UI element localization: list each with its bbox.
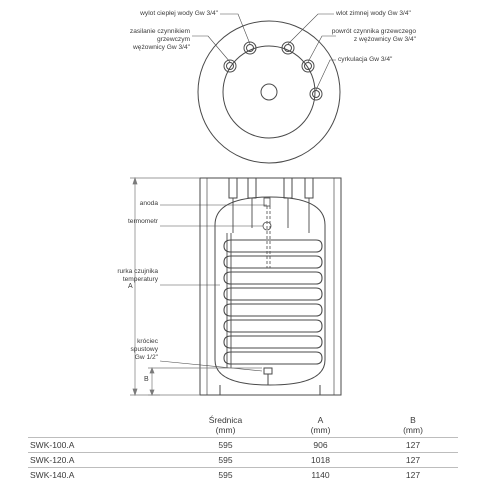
cell-b: 127 (368, 438, 458, 453)
header-model (28, 415, 178, 438)
top-view-leaders (192, 14, 336, 90)
inner-tank-circle (223, 46, 315, 138)
header-a: A (mm) (273, 415, 368, 438)
label-heating-return: powrót czynnika grzewczego z wężownicy Gw 3/4" (331, 28, 416, 43)
label-anode: anoda (139, 200, 158, 207)
label-cold-water-inlet: wlot zimnej wody Gw 3/4" (336, 10, 411, 17)
header-b: B (mm) (368, 415, 458, 438)
heating-coil (224, 240, 322, 364)
cell-b: 127 (368, 453, 458, 468)
cell-diameter: 595 (178, 468, 273, 483)
table-row (28, 453, 458, 468)
table-row (28, 468, 458, 483)
cell-a: 1018 (273, 453, 368, 468)
table-row (28, 438, 458, 453)
label-temperature-tube: rurka czujnika temperatury (117, 268, 158, 283)
cell-diameter: 595 (178, 438, 273, 453)
label-hot-water-outlet: wylot ciepłej wody Gw 3/4" (140, 10, 218, 17)
bottom-feet (220, 385, 320, 395)
cell-model: SWK-100.A (28, 438, 178, 453)
top-ports (224, 42, 322, 100)
dimension-a-label: A (128, 283, 133, 290)
top-pipe-stubs (229, 178, 313, 198)
drain-port (264, 368, 272, 385)
dimension-b-label: B (144, 376, 149, 383)
cell-a: 1140 (273, 468, 368, 483)
specification-table (28, 415, 458, 482)
cell-a: 906 (273, 438, 368, 453)
label-drain: króciec spustowy Gw 1/2" (130, 338, 158, 361)
label-circulation: cyrkulacja Gw 3/4" (338, 56, 393, 63)
internal-pipes (227, 198, 309, 368)
cell-model: SWK-140.A (28, 468, 178, 483)
center-port (261, 84, 277, 100)
side-view (160, 178, 341, 395)
inner-tank (215, 197, 325, 385)
label-thermometer: termometr (127, 218, 158, 225)
cell-b: 127 (368, 468, 458, 483)
header-diameter: Średnica (mm) (178, 415, 273, 438)
top-view (192, 14, 340, 163)
anode-thermometer (263, 198, 271, 268)
label-heating-supply: zasilanie czynnikiem grzewczym wężownicy Gw 3/4" (129, 28, 190, 51)
cell-model: SWK-120.A (28, 453, 178, 468)
table-header-row (28, 415, 458, 438)
dimension-lines (130, 178, 262, 395)
cell-diameter: 595 (178, 453, 273, 468)
